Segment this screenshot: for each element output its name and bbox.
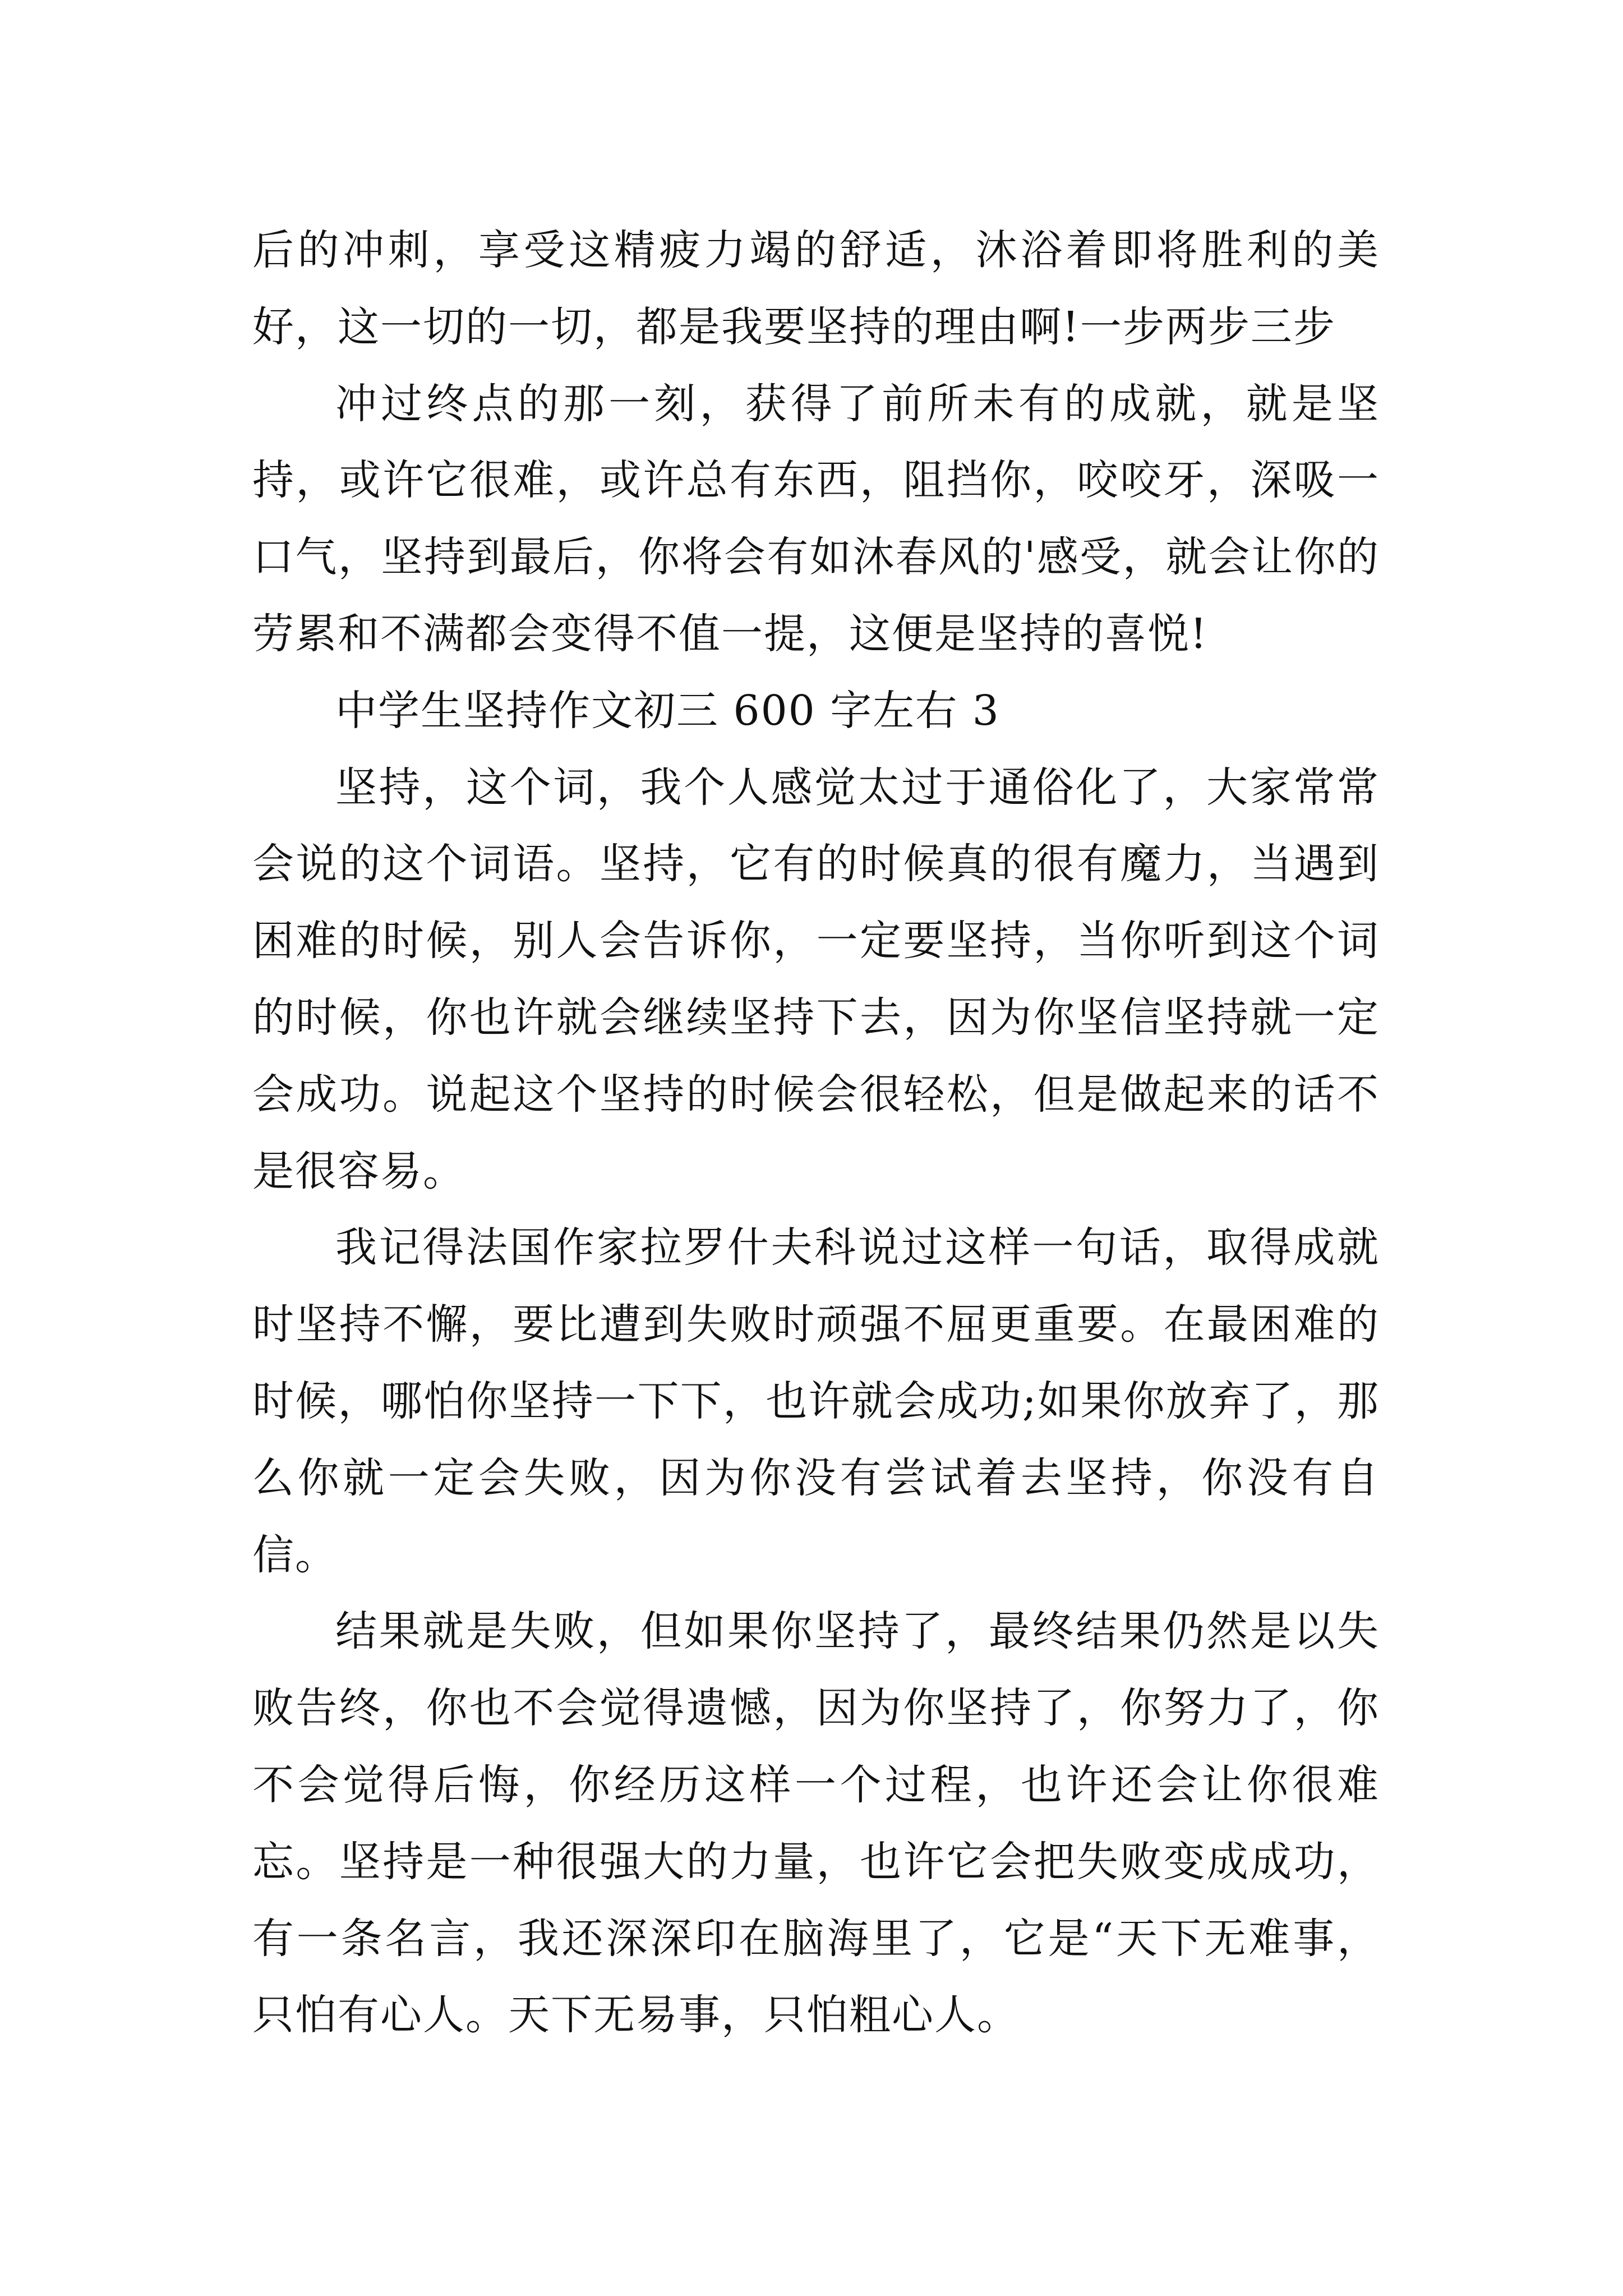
paragraph-finish-line: 冲过终点的那一刻，获得了前所未有的成就，就是坚持，或许它很难，或许总有东西，阻挡你，咬咬牙，深吸一口气，坚持到最后，你将会有如沐春风的'感受，就会让你的劳累和不满都会变得不值一提，这便是坚持的喜悦! bbox=[252, 379, 1380, 658]
paragraph-persistence-word: 坚持，这个词，我个人感觉太过于通俗化了，大家常常会说的这个词语。坚持，它有的时候真的很有魔力，当遇到困难的时候，别人会告诉你，一定要坚持，当你听到这个词的时候，你也许就会继续坚持下去，因为你坚信坚持就一定会成功。说起这个坚持的时候会很轻松，但是做起来的话不是很容易。 bbox=[252, 763, 1380, 1195]
paragraph-quote-author: 我记得法国作家拉罗什夫科说过这样一句话，取得成就时坚持不懈，要比遭到失败时顽强不屈更重要。在最困难的时候，哪怕你坚持一下下，也许就会成功;如果你放弃了，那么你就一定会失败，因为你没有尝试着去坚持，你没有自信。 bbox=[252, 1223, 1380, 1579]
document-body bbox=[252, 212, 1380, 2054]
paragraph-conclusion: 结果就是失败，但如果你坚持了，最终结果仍然是以失败告终，你也不会觉得遗憾，因为你坚持了，你努力了，你不会觉得后悔，你经历这样一个过程，也许还会让你很难忘。坚持是一种很强大的力量，也许它会把失败变成成功，有一条名言，我还深深印在脑海里了，它是“天下无难事，只怕有心人。天下无易事，只怕粗心人。 bbox=[252, 1607, 1380, 2040]
essay-heading: 中学生坚持作文初三 600 字左右 3 bbox=[335, 686, 1000, 735]
paragraph-continuation: 后的冲刺，享受这精疲力竭的舒适，沐浴着即将胜利的美好，这一切的一切，都是我要坚持的理由啊!一步两步三步 bbox=[252, 226, 1380, 351]
